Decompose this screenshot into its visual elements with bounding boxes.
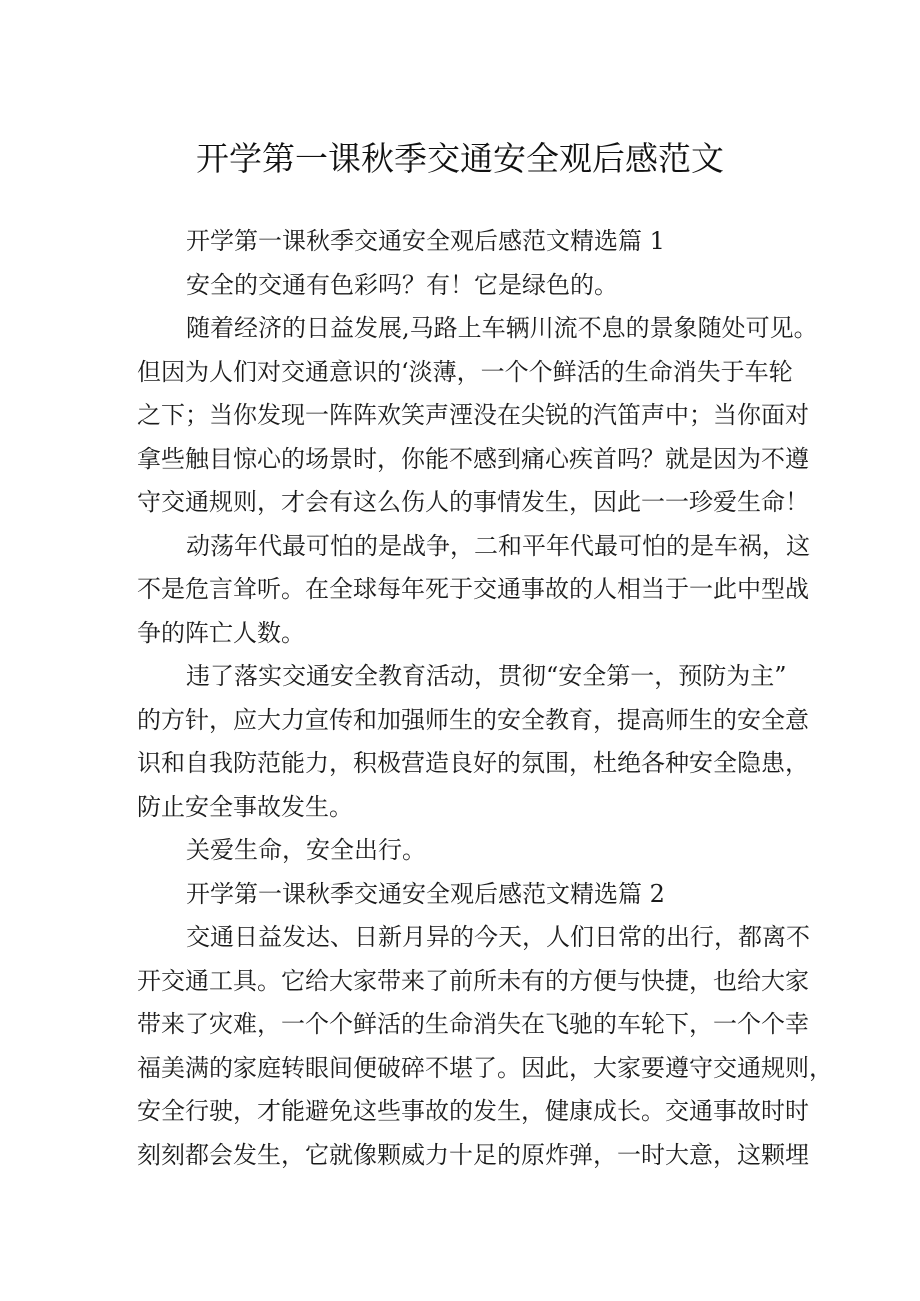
text-line: 关爱生命，安全出行。 bbox=[186, 836, 426, 864]
document-title: 开学第一课秋季交通安全观后感范文 bbox=[196, 139, 724, 179]
text-line: 争的阵亡人数。 bbox=[137, 618, 305, 647]
text-line: 的方针，应大力宣传和加强师生的安全教育，提高师生的安全意 bbox=[137, 705, 809, 734]
text-line: 带来了灾难，一个个鲜活的生命消失在飞驰的车轮下，一个个幸 bbox=[137, 1010, 809, 1038]
text-line: 守交通规则，才会有这么伤人的事情发生，因此一一珍爱生命！ bbox=[137, 488, 809, 516]
text-line: 刻刻都会发生，它就像颗威力十足的原炸弹，一时大意，这颗埋 bbox=[137, 1140, 809, 1169]
text-line: 交通日益发达、日新月异的今天，人们日常的出行，都离不 bbox=[186, 923, 810, 951]
section-heading-1: 开学第一课秋季交通安全观后感范文精选篇 1 bbox=[186, 227, 665, 255]
text-line: 之下；当你发现一阵阵欢笑声湮没在尖锐的汽笛声中；当你面对 bbox=[137, 401, 809, 429]
text-line: 安全的交通有色彩吗？有！它是绿色的。 bbox=[186, 270, 618, 299]
text-line: 但因为人们对交通意识的‘淡薄，一个个鲜活的生命消失于车轮 bbox=[137, 357, 793, 386]
document-body bbox=[137, 220, 833, 1177]
text-line: 安全行驶，才能避免这些事故的发生，健康成长。交通事故时时 bbox=[137, 1097, 809, 1125]
text-line: 不是危言耸听。在全球每年死于交通事故的人相当于一此中型战 bbox=[137, 575, 809, 603]
text-line: 开交通工具。它给大家带来了前所未有的方便与快捷，也给大家 bbox=[137, 966, 809, 995]
text-line: 防止安全事故发生。 bbox=[137, 792, 353, 821]
text-line: 动荡年代最可怕的是战争，二和平年代最可怕的是车祸，这 bbox=[186, 531, 810, 560]
text-line: 福美满的家庭转眼间便破碎不堪了。因此，大家要遵守交通规则， bbox=[137, 1053, 833, 1082]
section-heading-2: 开学第一课秋季交通安全观后感范文精选篇 2 bbox=[186, 879, 665, 908]
text-line: 拿些触目惊心的场景时，你能不感到痛心疾首吗？就是因为不遵 bbox=[137, 444, 809, 473]
text-line: 违了落实交通安全教育活动，贯彻“安全第一，预防为主” bbox=[186, 662, 787, 690]
text-line: 随着经济的日益发展,马路上车辆川流不息的景象随处可见。 bbox=[186, 314, 818, 342]
text-line: 识和自我防范能力，积极营造良好的氛围，杜绝各种安全隐患， bbox=[137, 749, 809, 777]
